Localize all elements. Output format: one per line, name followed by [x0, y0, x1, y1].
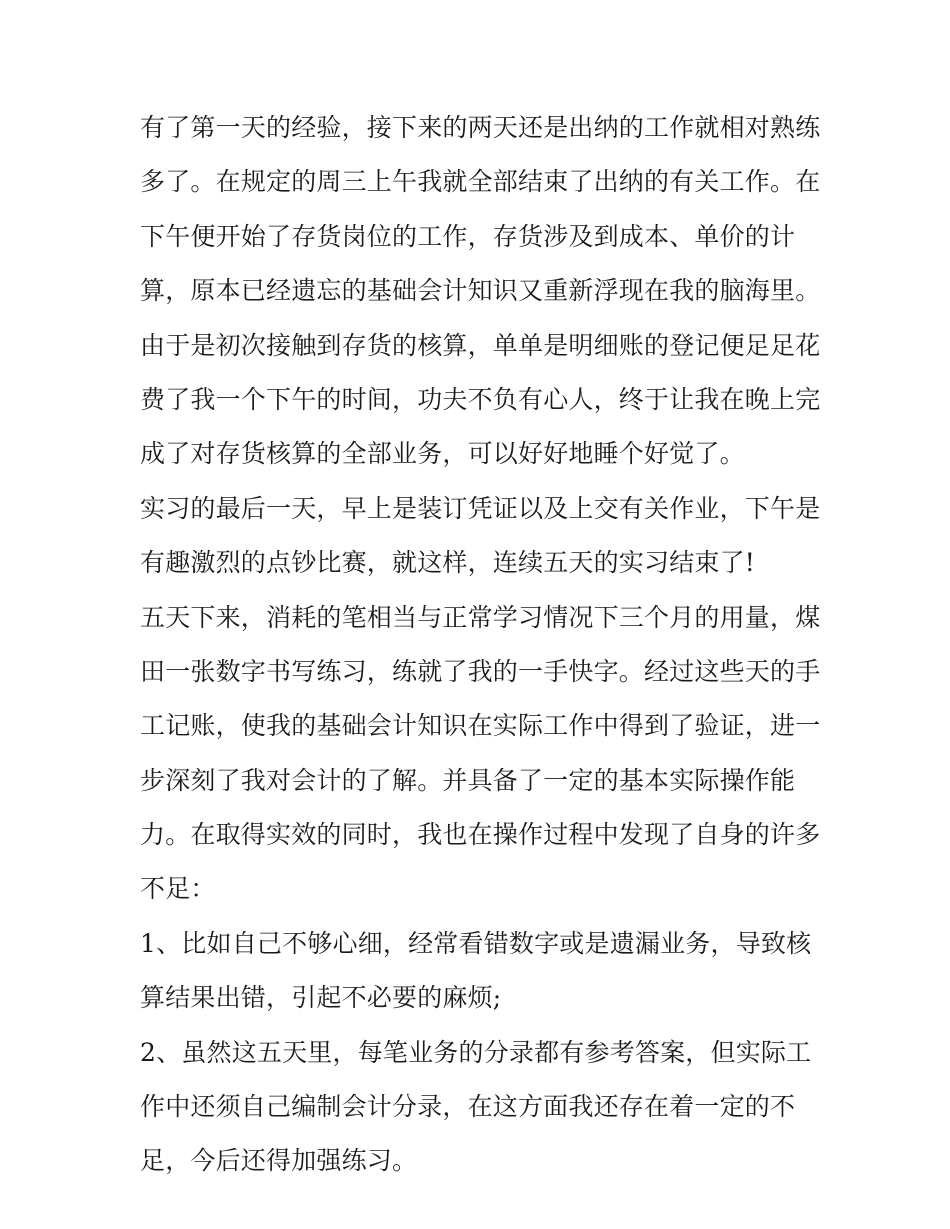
list-item-2: 2、虽然这五天里，每笔业务的分录都有参考答案，但实际工 [140, 1037, 812, 1067]
text-line: 足，今后还得加强练习。 [140, 1146, 418, 1176]
text-line: 多了。在规定的周三上午我就全部结束了出纳的有关工作。在 [140, 167, 821, 197]
text-line: 工记账，使我的基础会计知识在实际工作中得到了验证，进一 [140, 711, 821, 741]
list-item-1: 1、比如自己不够心细，经常看错数字或是遗漏业务，导致核 [140, 928, 812, 958]
text-line: 下午便开始了存货岗位的工作，存货涉及到成本、单价的计 [140, 221, 796, 251]
text-line: 田一张数字书写练习，练就了我的一手快字。经过这些天的手 [140, 656, 821, 686]
text-line: 不足： [140, 874, 216, 904]
text-line: 成了对存货核算的全部业务，可以好好地睡个好觉了。 [140, 439, 745, 469]
text-line: 力。在取得实效的同时，我也在操作过程中发现了自身的许多 [140, 820, 821, 850]
text-line: 算结果出错，引起不必要的麻烦; [140, 983, 502, 1013]
text-line: 有趣激烈的点钞比赛，就这样，连续五天的实习结束了! [140, 548, 756, 578]
text-line: 五天下来，消耗的笔相当与正常学习情况下三个月的用量，煤 [140, 602, 821, 632]
text-line: 作中还须自己编制会计分录，在这方面我还存在着一定的不 [140, 1092, 796, 1122]
text-line: 步深刻了我对会计的了解。并具备了一定的基本实际操作能 [140, 765, 796, 795]
text-line: 由于是初次接触到存货的核算，单单是明细账的登记便足足花 [140, 330, 821, 360]
text-line: 有了第一天的经验，接下来的两天还是出纳的工作就相对熟练 [140, 113, 821, 142]
text-line: 费了我一个下午的时间，功夫不负有心人，终于让我在晚上完 [140, 384, 821, 414]
text-line: 实习的最后一天，早上是装订凭证以及上交有关作业，下午是 [140, 493, 821, 523]
document-body [140, 101, 820, 1189]
text-line: 算，原本已经遗忘的基础会计知识又重新浮现在我的脑海里。 [140, 276, 821, 306]
